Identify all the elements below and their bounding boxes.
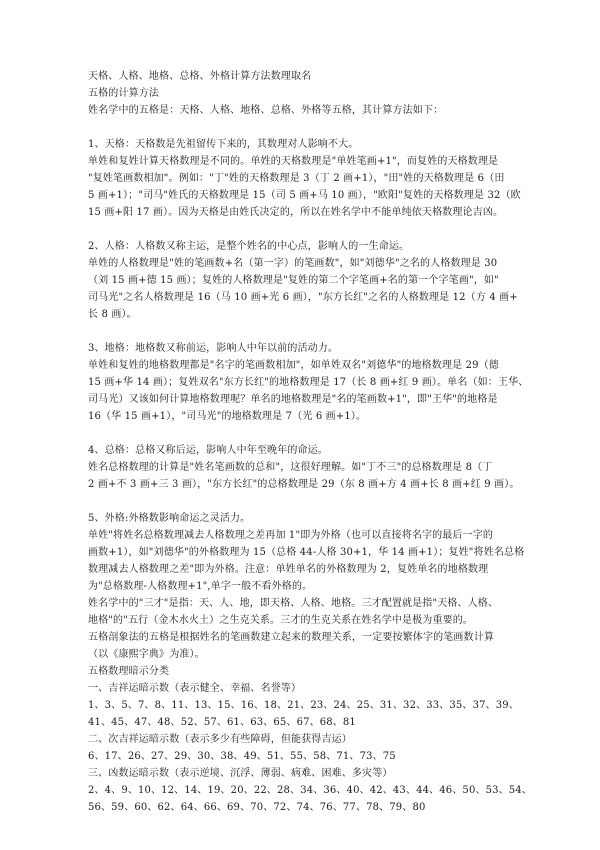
document-title: 天格、人格、地格、总格、外格计算方法数理取名 bbox=[88, 71, 312, 82]
paragraph-line: 画数+1），如"刘德华"的外格数理为 15（总格 44-人格 30+1，华 14 画+1）；复姓"将姓名总格 bbox=[88, 547, 525, 558]
paragraph-line: （刘 15 画+德 15 画）；复姓的人格数理是"复姓的第二个字笔画+名的第一个字笔画"，如" bbox=[88, 275, 499, 286]
spacer bbox=[88, 425, 528, 442]
paragraph-line: 长 8 画）。 bbox=[88, 309, 137, 320]
paragraph-line: 姓名学中的"三才"是指：天、人、地，即天格、人格、地格。三才配置就是指"天格、人格、 bbox=[88, 598, 499, 609]
paragraph-line: 为"总格数理-人格数理+1",单字一般不看外格的。 bbox=[88, 581, 313, 592]
paragraph-line: 15 画+阳 17 画）。因为天格是由姓氏决定的，所以在姓名学中不能单纯依天格数理论吉凶。 bbox=[88, 207, 504, 218]
section-5 bbox=[88, 510, 532, 816]
spacer bbox=[88, 323, 528, 340]
section-heading: 2、人格：人格数又称主运，是整个姓名的中心点，影响人的一生命运。 bbox=[88, 241, 410, 252]
paragraph-line: 司马光"之名人格数理是 16（马 10 画+光 6 画），"东方长红"之名的人格数理是 12（方 4 画+ bbox=[88, 292, 518, 303]
document-intro: 姓名学中的五格是：天格、人格、地格、总格、外格等五格，其计算方法如下： bbox=[88, 105, 444, 116]
paragraph-line: 单姓"将姓名总格数理减去人格数理之差再加 1"即为外格（也可以直接将名字的最后一字的 bbox=[88, 530, 494, 541]
paragraph-line: 五格数理暗示分类 bbox=[88, 666, 170, 677]
spacer bbox=[88, 119, 528, 136]
paragraph-line: 15 画+华 14 画）；复姓双名"东方长红"的地格数理是 17（长 8 画+红 9 画）。单名（如：王华、 bbox=[88, 377, 529, 388]
paragraph-line: 单姓和复姓的地格数理都是"名字的笔画数相加"，如单姓双名"刘德华"的地格数理是 29（德 bbox=[88, 360, 499, 371]
paragraph-line: 单姓的人格数理是"姓的笔画数+名（第一字）的笔画数"，如"刘德华"之名的人格数理是 30 bbox=[88, 258, 498, 269]
spacer bbox=[88, 493, 528, 510]
paragraph-line: 56、59、60、62、64、66、69、70、72、74、76、77、78、79、80 bbox=[88, 802, 426, 813]
document-page bbox=[88, 68, 532, 816]
paragraph-line: 2、4、9、10、12、14、19、20、22、28、34、36、40、42、43、44、46、50、53、54、 bbox=[88, 785, 532, 796]
section-heading: 1、天格：天格数是先祖留传下来的，其数理对人影响不大。 bbox=[88, 139, 359, 150]
section-2 bbox=[88, 238, 528, 323]
sections-container bbox=[88, 136, 532, 816]
section-heading: 3、地格：地格数又称前运，影响人中年以前的活动力。 bbox=[88, 343, 339, 354]
section-1 bbox=[88, 136, 528, 221]
section-heading: 5、外格:外格数影响命运之灵活力。 bbox=[88, 513, 251, 524]
paragraph-line: 一、吉祥运暗示数（表示健全、幸福、名誉等） bbox=[88, 683, 302, 694]
paragraph-line: 司马光）又该如何计算地格数理呢？单名的地格数理是"名的笔画数+1"，即"王华"的地格是 bbox=[88, 394, 498, 405]
section-heading: 4、总格：总格又称后运，影响人中年至晚年的命运。 bbox=[88, 445, 328, 456]
paragraph-line: "复姓笔画数相加"。例如："丁"姓的天格数理是 3（丁 2 画+1），"田"姓的天格数理是 6（田 bbox=[88, 173, 505, 184]
paragraph-line: 2 画+不 3 画+三 3 画），"东方长红"的总格数理是 29（东 8 画+方 4 画+长 8 画+红 9 画）。 bbox=[88, 479, 520, 490]
paragraph-line: 6、17、26、27、29、30、38、49、51、55、58、71、73、75 bbox=[88, 751, 396, 762]
paragraph-line: 二、次吉祥运暗示数（表示多少有些障碍，但能获得吉运） bbox=[88, 734, 352, 745]
paragraph-line: 数理减去人格数理之差"即为外格。注意：单姓单名的外格数理为 2，复姓单名的地格数理 bbox=[88, 564, 489, 575]
paragraph-line: 1、3、5、7、8、11、13、15、16、18、21、23、24、25、31、32、33、35、37、39、 bbox=[88, 700, 519, 711]
paragraph-line: 5 画+1）；"司马"姓氏的天格数理是 15（司 5 画+马 10 画），"欧阳"复姓的天格数理是 32（欧 bbox=[88, 190, 521, 201]
document-subtitle: 五格的计算方法 bbox=[88, 88, 160, 99]
paragraph-line: 三、凶数运暗示数（表示逆境、沉浮、薄弱、病难、困难、多灾等） bbox=[88, 768, 393, 779]
paragraph-line: 单姓和复姓计算天格数理是不同的。单姓的天格数理是"单姓笔画+1"，而复姓的天格数理是 bbox=[88, 156, 499, 167]
paragraph-line: 地格"的"五行（金木水火土）之生克关系。三才的生克关系在姓名学中是极为重要的。 bbox=[88, 615, 474, 626]
paragraph-line: 16（华 15 画+1），"司马光"的地格数理是 7（光 6 画+1）。 bbox=[88, 411, 367, 422]
section-4 bbox=[88, 442, 528, 493]
paragraph-line: 五格剖象法的五格是根据姓名的笔画数建立起来的数理关系，一定要按繁体字的笔画数计算 bbox=[88, 632, 494, 643]
spacer bbox=[88, 221, 528, 238]
section-3 bbox=[88, 340, 528, 425]
paragraph-line: （以《康熙字典》为准）。 bbox=[88, 649, 205, 660]
paragraph-line: 41、45、47、48、52、57、61、63、65、67、68、81 bbox=[88, 717, 356, 728]
paragraph-line: 姓名总格数理的计算是"姓名笔画数的总和"，这很好理解。如"丁不三"的总格数理是 8（丁 bbox=[88, 462, 493, 473]
